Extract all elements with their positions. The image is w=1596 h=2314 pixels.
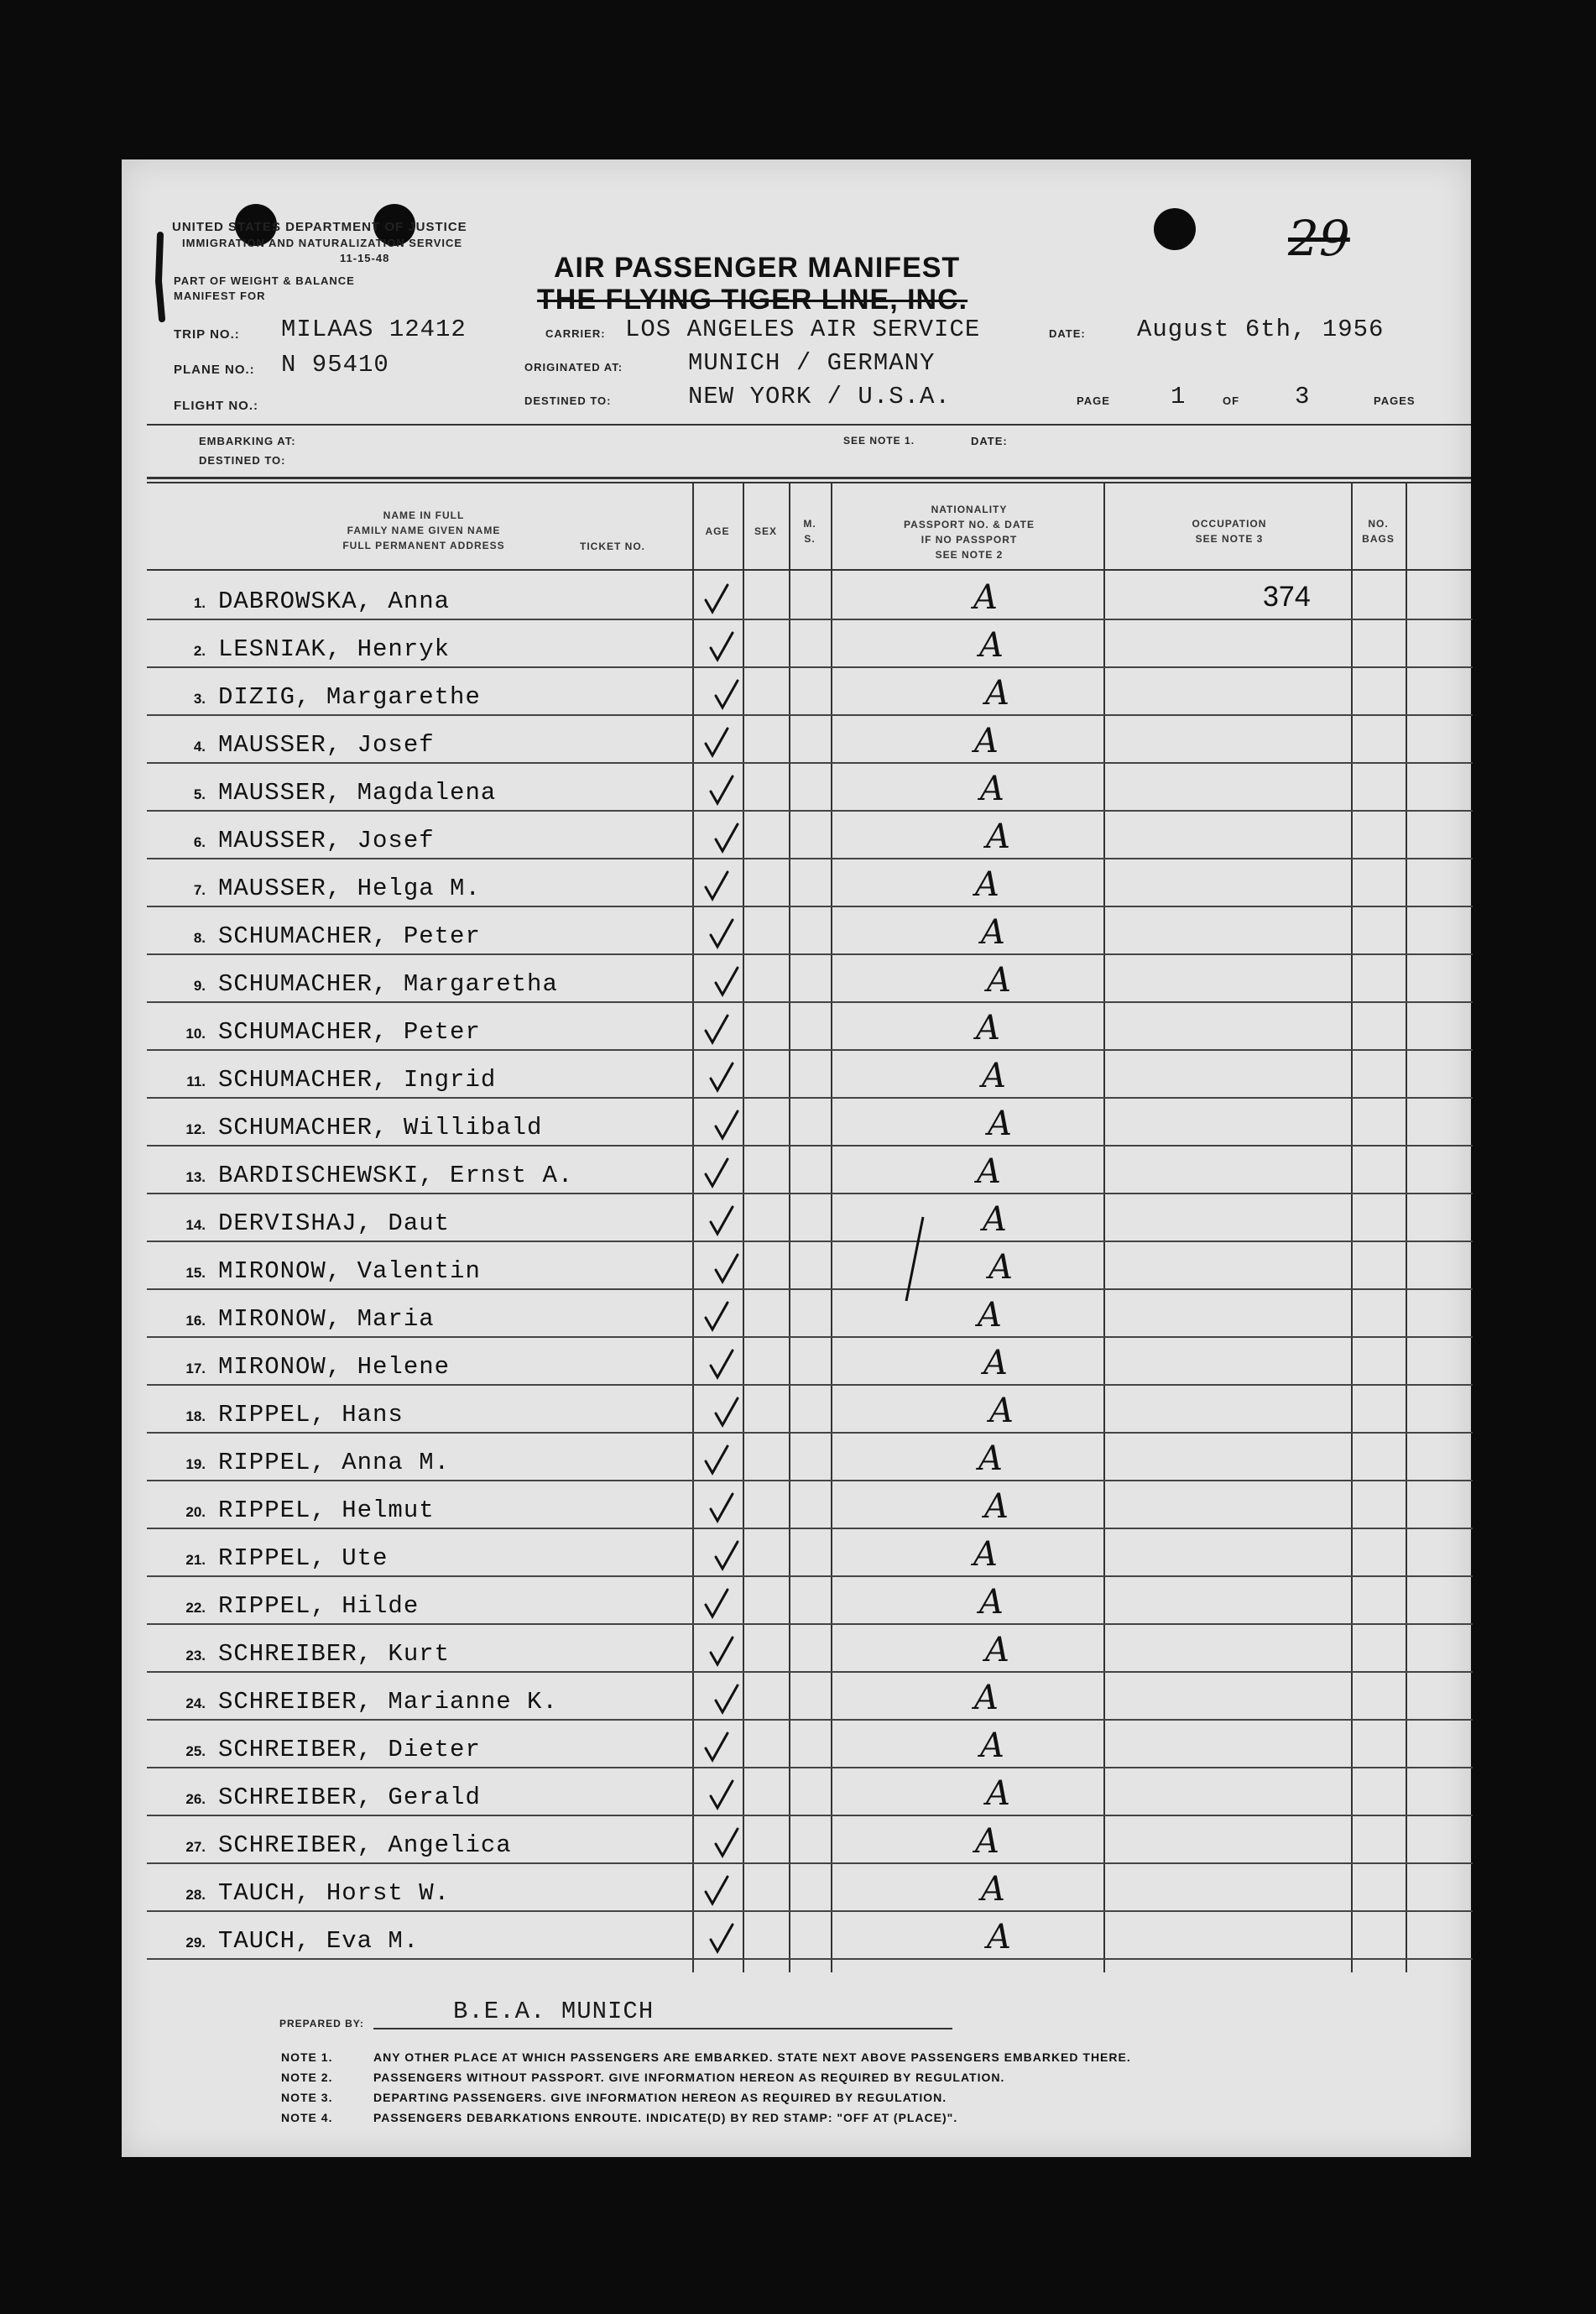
passenger-name: TAUCH, Horst W. [218, 1879, 451, 1907]
pen-stroke [902, 1213, 927, 1305]
checkmark-icon [711, 1395, 744, 1429]
col-header-nat-l3: IF NO PASSPORT [921, 534, 1018, 546]
page-title: AIR PASSENGER MANIFEST [554, 252, 961, 284]
nationality-mark: A [981, 1870, 1005, 1909]
nationality-mark: A [989, 1392, 1014, 1430]
row-number: 13. [185, 1169, 206, 1185]
col-header-sex: SEX [754, 525, 777, 537]
row-number: 7. [193, 882, 206, 898]
passenger-row [147, 1384, 1473, 1434]
row-number: 18. [185, 1408, 206, 1424]
prepared-line [373, 2028, 952, 2029]
nationality-mark: A [978, 1296, 1002, 1335]
date-label: DATE: [1049, 327, 1086, 340]
checkmark-icon [706, 1491, 739, 1524]
nationality-mark: A [980, 770, 1004, 808]
carrier-label: CARRIER: [545, 327, 606, 340]
row-number: 24. [185, 1695, 206, 1711]
destined-value: NEW YORK / U.S.A. [688, 383, 951, 410]
checkmark-icon [701, 582, 734, 615]
passenger-row [147, 810, 1473, 859]
row-number: 15. [185, 1265, 206, 1281]
nationality-mark: A [988, 1105, 1012, 1143]
manifest-sheet [122, 159, 1471, 2157]
passenger-row [147, 1097, 1473, 1147]
nationality-mark: A [984, 1487, 1009, 1526]
row-number: 11. [186, 1073, 206, 1089]
checkmark-icon [706, 1347, 739, 1381]
checkmark-icon [701, 1873, 734, 1907]
row-number: 8. [193, 930, 206, 946]
col-header-bags [1351, 516, 1406, 546]
col-header-ticket: TICKET NO. [580, 541, 645, 552]
page-label: PAGE [1077, 394, 1110, 407]
checkmark-icon [711, 1682, 744, 1716]
row-number: 14. [185, 1217, 206, 1233]
passenger-name: BARDISCHEWSKI, Ernst A. [218, 1162, 574, 1189]
row-number: 25. [185, 1743, 206, 1759]
col-header-occ-l1: OCCUPATION [1192, 518, 1267, 530]
carrier-value: LOS ANGELES AIR SERVICE [625, 316, 981, 343]
passenger-name: RIPPEL, Helmut [218, 1497, 435, 1524]
col-header-occupation [1108, 516, 1351, 546]
passenger-row [147, 1241, 1473, 1290]
nationality-mark: A [988, 1248, 1013, 1287]
passenger-row [147, 1671, 1473, 1721]
passenger-row [147, 1528, 1473, 1577]
passenger-name: SCHUMACHER, Peter [218, 922, 481, 950]
table-top-rule-2 [147, 482, 1471, 483]
row-number: 21. [185, 1552, 206, 1568]
passenger-name: MAUSSER, Helga M. [218, 875, 481, 902]
col-header-ms: M. S. [803, 518, 816, 545]
nationality-mark: A [987, 1918, 1011, 1956]
checkmark-icon [701, 1012, 734, 1046]
checkmark-icon [706, 1634, 739, 1668]
checkmark-icon [706, 1060, 739, 1094]
row-number: 16. [185, 1313, 206, 1329]
passenger-name: MAUSSER, Josef [218, 731, 435, 759]
note-text: PASSENGERS DEBARKATIONS ENROUTE. INDICATE(D) BY RED STAMP: "OFF AT (PLACE)". [373, 2111, 958, 2124]
date-value: August 6th, 1956 [1137, 316, 1385, 343]
col-header-age: AGE [705, 525, 730, 537]
row-number: 27. [185, 1839, 206, 1855]
passenger-name: SCHUMACHER, Peter [218, 1018, 481, 1046]
nationality-mark: A [986, 817, 1010, 856]
checkmark-icon [711, 821, 744, 854]
col-header-name-l2: FAMILY NAME GIVEN NAME [347, 525, 501, 536]
prepared-label: PREPARED BY: [279, 2018, 364, 2029]
nationality-mark: A [980, 1726, 1004, 1765]
nationality-mark: A [973, 1535, 998, 1574]
passenger-row [147, 571, 1473, 620]
passenger-row [147, 1815, 1473, 1864]
passenger-row [147, 1480, 1473, 1529]
passenger-row [147, 906, 1473, 955]
col-header-name [248, 508, 600, 553]
occupation-value: 374 [1263, 581, 1311, 613]
prepared-value: B.E.A. MUNICH [453, 1998, 655, 2025]
note-label: NOTE 4. [281, 2111, 333, 2124]
checkmark-icon [701, 725, 734, 759]
checkmark-icon [701, 1299, 734, 1333]
passenger-row [147, 1049, 1473, 1099]
nationality-mark: A [974, 1679, 999, 1717]
passenger-row [147, 1288, 1473, 1338]
passenger-row [147, 1145, 1473, 1194]
passenger-name: RIPPEL, Anna M. [218, 1449, 451, 1476]
row-number: 20. [185, 1504, 206, 1520]
col-header-nat-l4: SEE NOTE 2 [935, 549, 1004, 561]
passenger-row [147, 762, 1473, 812]
col-header-bags-l2: BAGS [1362, 533, 1395, 545]
nationality-mark: A [979, 1583, 1004, 1622]
row-number: 28. [185, 1887, 206, 1903]
passenger-row [147, 1432, 1473, 1481]
checkmark-icon [711, 1251, 744, 1285]
checkmark-icon [706, 1778, 739, 1811]
trip-value: MILAAS 12412 [281, 316, 467, 343]
passenger-name: DIZIG, Margarethe [218, 683, 481, 711]
part-line-2: MANIFEST FOR [174, 290, 266, 302]
flight-label: FLIGHT NO.: [174, 399, 258, 413]
agency-line-1: UNITED STATES DEPARTMENT OF JUSTICE [172, 220, 467, 234]
nationality-mark: A [975, 865, 999, 904]
nationality-mark: A [985, 674, 1009, 713]
divider [147, 424, 1471, 426]
note-text: ANY OTHER PLACE AT WHICH PASSENGERS ARE EMBARKED. STATE NEXT ABOVE PASSENGERS EMBARKED THERE. [373, 2050, 1131, 2064]
passenger-name: MAUSSER, Magdalena [218, 779, 497, 807]
checkmark-icon [701, 1586, 734, 1620]
destined2-label: DESTINED TO: [199, 454, 286, 467]
checkmark-icon [701, 1156, 734, 1189]
airline-name: THE FLYING TIGER LINE, INC. [537, 284, 968, 316]
nationality-mark: A [983, 1200, 1007, 1239]
passenger-name: SCHREIBER, Kurt [218, 1640, 451, 1668]
of-label: OF [1223, 394, 1240, 407]
passenger-row [147, 1623, 1473, 1673]
nationality-mark: A [977, 1152, 1001, 1191]
nationality-mark: A [974, 722, 999, 760]
passenger-row [147, 619, 1473, 668]
plane-value: N 95410 [281, 351, 389, 379]
passenger-row [147, 858, 1473, 907]
passenger-name: SCHUMACHER, Willibald [218, 1114, 543, 1141]
note-label: NOTE 1. [281, 2050, 333, 2064]
passenger-name: MIRONOW, Maria [218, 1305, 435, 1333]
passenger-name: SCHREIBER, Marianne K. [218, 1688, 558, 1716]
passenger-name: RIPPEL, Hans [218, 1401, 404, 1429]
nationality-mark: A [985, 1631, 1009, 1669]
punch-hole [1154, 208, 1196, 250]
nationality-mark: A [986, 1774, 1010, 1813]
checkmark-icon [706, 629, 739, 663]
nationality-mark: A [979, 626, 1004, 665]
note-label: NOTE 3. [281, 2091, 333, 2104]
nationality-mark: A [975, 1822, 999, 1861]
checkmark-icon [711, 1826, 744, 1859]
checkmark-icon [701, 1730, 734, 1763]
row-number: 5. [193, 786, 206, 802]
passenger-name: SCHREIBER, Gerald [218, 1784, 481, 1811]
passenger-row [147, 1910, 1473, 1960]
col-header-nat-l1: NATIONALITY [931, 504, 1008, 515]
passenger-name: SCHUMACHER, Ingrid [218, 1066, 497, 1094]
row-number: 29. [185, 1935, 206, 1951]
row-number: 9. [193, 978, 206, 994]
checkmark-icon [701, 869, 734, 902]
passenger-name: MIRONOW, Helene [218, 1353, 451, 1381]
passenger-row [147, 1193, 1473, 1242]
row-number: 19. [185, 1456, 206, 1472]
page-value: 1 [1171, 383, 1187, 410]
note-label: NOTE 2. [281, 2071, 333, 2084]
passenger-name: SCHUMACHER, Margaretha [218, 970, 558, 998]
trip-label: TRIP NO.: [174, 327, 240, 342]
col-header-name-l1: NAME IN FULL [383, 509, 465, 521]
passenger-row [147, 714, 1473, 764]
nationality-mark: A [987, 961, 1011, 1000]
row-number: 10. [185, 1026, 206, 1042]
passenger-row [147, 1575, 1473, 1625]
passenger-name: LESNIAK, Henryk [218, 635, 451, 663]
date2-label: DATE: [971, 435, 1008, 447]
page-mark-handwritten: 29 [1288, 210, 1350, 267]
passenger-name: MIRONOW, Valentin [218, 1257, 481, 1285]
col-header-occ-l2: SEE NOTE 3 [1195, 533, 1264, 545]
see-note-label: SEE NOTE 1. [843, 435, 915, 447]
row-number: 17. [185, 1361, 206, 1376]
originated-label: ORIGINATED AT: [524, 361, 623, 373]
passenger-name: TAUCH, Eva M. [218, 1927, 420, 1955]
passenger-name: RIPPEL, Ute [218, 1544, 389, 1572]
col-header-nationality [835, 502, 1103, 562]
passenger-name: DABROWSKA, Anna [218, 588, 451, 615]
pages-label: PAGES [1374, 394, 1416, 407]
destined-label: DESTINED TO: [524, 394, 612, 407]
embarking-label: EMBARKING AT: [199, 435, 296, 447]
row-number: 4. [193, 739, 206, 755]
passenger-row [147, 1862, 1473, 1912]
passenger-row [147, 1336, 1473, 1386]
checkmark-icon [706, 917, 739, 950]
passenger-row [147, 666, 1473, 716]
checkmark-icon [711, 1538, 744, 1572]
nationality-mark: A [982, 1057, 1006, 1095]
checkmark-icon [706, 1921, 739, 1955]
col-header-name-l3: FULL PERMANENT ADDRESS [342, 540, 505, 551]
col-header-nat-l2: PASSPORT NO. & DATE [904, 519, 1035, 530]
nationality-mark: A [981, 913, 1005, 952]
checkmark-icon [711, 677, 744, 711]
row-number: 1. [193, 595, 206, 611]
row-number: 3. [193, 691, 206, 707]
margin-pen-stroke [152, 231, 169, 323]
passenger-name: RIPPEL, Hilde [218, 1592, 420, 1620]
table-top-rule [147, 477, 1471, 479]
passenger-name: SCHREIBER, Dieter [218, 1736, 481, 1763]
originated-value: MUNICH / GERMANY [688, 349, 936, 377]
of-value: 3 [1295, 383, 1311, 410]
row-number: 2. [193, 643, 206, 659]
checkmark-icon [701, 1443, 734, 1476]
passenger-name: SCHREIBER, Angelica [218, 1831, 512, 1859]
row-number: 6. [193, 834, 206, 850]
nationality-mark: A [976, 1009, 1000, 1047]
note-text: DEPARTING PASSENGERS. GIVE INFORMATION HEREON AS REQUIRED BY REGULATION. [373, 2091, 947, 2104]
checkmark-icon [711, 1108, 744, 1141]
row-number: 12. [185, 1121, 206, 1137]
agency-line-2: IMMIGRATION AND NATURALIZATION SERVICE [182, 237, 463, 249]
passenger-row [147, 1001, 1473, 1051]
checkmark-icon [706, 773, 739, 807]
passenger-row [147, 1767, 1473, 1816]
nationality-mark: A [983, 1344, 1008, 1382]
row-number: 26. [185, 1791, 206, 1807]
passenger-row [147, 1719, 1473, 1768]
note-text: PASSENGERS WITHOUT PASSPORT. GIVE INFORMATION HEREON AS REQUIRED BY REGULATION. [373, 2071, 1005, 2084]
nationality-mark: A [973, 578, 998, 617]
checkmark-icon [711, 964, 744, 998]
passenger-name: MAUSSER, Josef [218, 827, 435, 854]
passenger-name: DERVISHAJ, Daut [218, 1209, 451, 1237]
row-number: 23. [185, 1648, 206, 1664]
passenger-row [147, 953, 1473, 1003]
checkmark-icon [706, 1204, 739, 1237]
nationality-mark: A [978, 1439, 1003, 1478]
form-number: 11-15-48 [340, 252, 390, 264]
plane-label: PLANE NO.: [174, 363, 255, 377]
row-number: 22. [185, 1600, 206, 1616]
part-line-1: PART OF WEIGHT & BALANCE [174, 274, 355, 287]
col-header-bags-l1: NO. [1368, 518, 1389, 530]
